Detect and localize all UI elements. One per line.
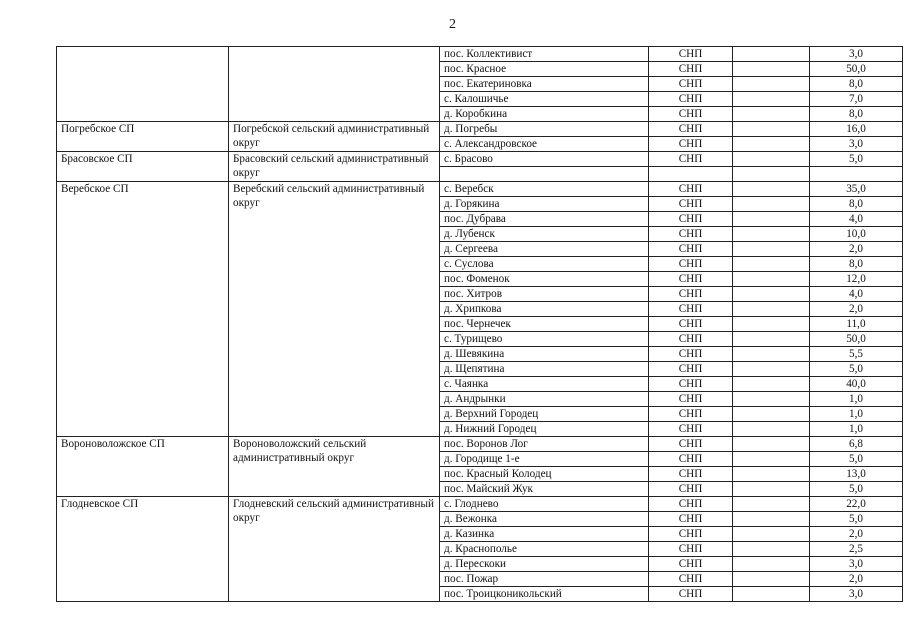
value-cell: 10,0	[810, 227, 903, 242]
category-cell: СНП	[649, 137, 733, 152]
category-cell: СНП	[649, 587, 733, 602]
value-cell: 11,0	[810, 317, 903, 332]
category-cell: СНП	[649, 152, 733, 167]
settlement-name-cell: д. Хрипкова	[440, 302, 649, 317]
settlement-name-cell: д. Городище 1-е	[440, 452, 649, 467]
category-cell: СНП	[649, 62, 733, 77]
blank-cell	[733, 302, 810, 317]
value-cell: 4,0	[810, 212, 903, 227]
category-cell: СНП	[649, 242, 733, 257]
category-cell: СНП	[649, 377, 733, 392]
settlement-name-cell: д. Казинка	[440, 527, 649, 542]
settlement-name-cell: с. Брасово	[440, 152, 649, 167]
value-cell: 8,0	[810, 107, 903, 122]
okrug-name-cell: Брасовский сельский административный округ	[229, 152, 440, 182]
settlement-name-cell: пос. Красное	[440, 62, 649, 77]
value-cell: 5,0	[810, 152, 903, 167]
blank-cell	[733, 407, 810, 422]
category-cell: СНП	[649, 257, 733, 272]
category-cell: СНП	[649, 572, 733, 587]
table-row	[57, 437, 903, 452]
settlement-name-cell: д. Перескоки	[440, 557, 649, 572]
category-cell: СНП	[649, 182, 733, 197]
value-cell: 40,0	[810, 377, 903, 392]
value-cell: 3,0	[810, 587, 903, 602]
value-cell: 2,0	[810, 572, 903, 587]
blank-cell	[733, 47, 810, 62]
category-cell: СНП	[649, 392, 733, 407]
okrug-name-cell: Погребской сельский административный округ	[229, 122, 440, 152]
blank-cell	[733, 317, 810, 332]
value-cell: 2,0	[810, 302, 903, 317]
value-cell: 3,0	[810, 557, 903, 572]
blank-cell	[733, 557, 810, 572]
category-cell: СНП	[649, 452, 733, 467]
value-cell: 35,0	[810, 182, 903, 197]
value-cell: 3,0	[810, 47, 903, 62]
value-cell: 50,0	[810, 62, 903, 77]
category-cell: СНП	[649, 347, 733, 362]
settlement-name-cell: пос. Коллективист	[440, 47, 649, 62]
settlement-name-cell: д. Верхний Городец	[440, 407, 649, 422]
blank-cell	[733, 92, 810, 107]
value-cell: 12,0	[810, 272, 903, 287]
blank-cell	[733, 62, 810, 77]
settlement-name-cell: пос. Хитров	[440, 287, 649, 302]
settlement-name-cell: д. Андрынки	[440, 392, 649, 407]
settlement-name-cell: с. Веребск	[440, 182, 649, 197]
value-cell: 13,0	[810, 467, 903, 482]
category-cell: СНП	[649, 512, 733, 527]
category-cell: СНП	[649, 557, 733, 572]
settlement-name-cell: д. Горякина	[440, 197, 649, 212]
okrug-name-cell: Вороноволожский сельский административный округ	[229, 437, 440, 497]
blank-cell	[733, 572, 810, 587]
value-cell: 1,0	[810, 407, 903, 422]
blank-cell	[733, 197, 810, 212]
value-cell: 5,5	[810, 347, 903, 362]
settlement-name-cell: пос. Пожар	[440, 572, 649, 587]
settlement-name-cell: пос. Воронов Лог	[440, 437, 649, 452]
table-row	[57, 152, 903, 167]
settlement-name-cell: с. Александровское	[440, 137, 649, 152]
page-number: 2	[449, 17, 456, 32]
category-cell: СНП	[649, 197, 733, 212]
settlement-name-cell: д. Щепятина	[440, 362, 649, 377]
category-cell: СНП	[649, 467, 733, 482]
blank-cell	[733, 347, 810, 362]
settlement-name-cell: пос. Майский Жук	[440, 482, 649, 497]
blank-cell	[733, 137, 810, 152]
category-cell: СНП	[649, 497, 733, 512]
value-cell: 22,0	[810, 497, 903, 512]
table-row	[57, 182, 903, 197]
blank-cell	[733, 377, 810, 392]
value-cell: 8,0	[810, 257, 903, 272]
value-cell: 50,0	[810, 332, 903, 347]
blank-cell	[733, 167, 810, 182]
category-cell: СНП	[649, 542, 733, 557]
settlement-name-cell: пос. Чернечек	[440, 317, 649, 332]
settlement-name-cell: с. Турищево	[440, 332, 649, 347]
blank-cell	[733, 527, 810, 542]
blank-cell	[733, 122, 810, 137]
category-cell: СНП	[649, 272, 733, 287]
value-cell: 1,0	[810, 392, 903, 407]
category-cell: СНП	[649, 422, 733, 437]
category-cell: СНП	[649, 212, 733, 227]
settlement-name-cell: д. Сергеева	[440, 242, 649, 257]
value-cell: 5,0	[810, 482, 903, 497]
category-cell: СНП	[649, 227, 733, 242]
settlement-name-cell: д. Шевякина	[440, 347, 649, 362]
blank-cell	[733, 332, 810, 347]
settlement-name-cell: д. Лубенск	[440, 227, 649, 242]
sp-name-cell: Глодневское СП	[57, 497, 229, 602]
settlement-name-cell: с. Глоднево	[440, 497, 649, 512]
blank-cell	[733, 587, 810, 602]
category-cell: СНП	[649, 407, 733, 422]
value-cell: 5,0	[810, 452, 903, 467]
category-cell: СНП	[649, 362, 733, 377]
blank-cell	[733, 542, 810, 557]
blank-cell	[733, 107, 810, 122]
okrug-name-cell	[229, 47, 440, 122]
settlements-table	[56, 46, 903, 602]
category-cell	[649, 167, 733, 182]
blank-cell	[733, 482, 810, 497]
settlement-name-cell: с. Калошичье	[440, 92, 649, 107]
settlement-name-cell: пос. Фоменок	[440, 272, 649, 287]
table-row	[57, 122, 903, 137]
blank-cell	[733, 272, 810, 287]
okrug-name-cell: Глодневский сельский административный округ	[229, 497, 440, 602]
blank-cell	[733, 467, 810, 482]
value-cell: 1,0	[810, 422, 903, 437]
category-cell: СНП	[649, 332, 733, 347]
settlement-name-cell: пос. Троицконикольский	[440, 587, 649, 602]
value-cell: 4,0	[810, 287, 903, 302]
settlement-name-cell: с. Чаянка	[440, 377, 649, 392]
category-cell: СНП	[649, 482, 733, 497]
sp-name-cell: Брасовское СП	[57, 152, 229, 182]
blank-cell	[733, 77, 810, 92]
value-cell: 5,0	[810, 512, 903, 527]
value-cell: 7,0	[810, 92, 903, 107]
settlement-name-cell: д. Краснополье	[440, 542, 649, 557]
settlement-name-cell: д. Вежонка	[440, 512, 649, 527]
value-cell: 8,0	[810, 197, 903, 212]
blank-cell	[733, 392, 810, 407]
value-cell: 2,0	[810, 527, 903, 542]
table-row	[57, 47, 903, 62]
blank-cell	[733, 182, 810, 197]
settlement-name-cell: пос. Дубрава	[440, 212, 649, 227]
value-cell: 2,5	[810, 542, 903, 557]
blank-cell	[733, 497, 810, 512]
settlements-table-body	[57, 47, 903, 602]
settlement-name-cell: с. Суслова	[440, 257, 649, 272]
sp-name-cell	[57, 47, 229, 122]
blank-cell	[733, 227, 810, 242]
settlement-name-cell	[440, 167, 649, 182]
blank-cell	[733, 257, 810, 272]
value-cell: 2,0	[810, 242, 903, 257]
category-cell: СНП	[649, 92, 733, 107]
blank-cell	[733, 287, 810, 302]
category-cell: СНП	[649, 437, 733, 452]
blank-cell	[733, 152, 810, 167]
settlement-name-cell: пос. Екатериновка	[440, 77, 649, 92]
settlement-name-cell: пос. Красный Колодец	[440, 467, 649, 482]
category-cell: СНП	[649, 317, 733, 332]
sp-name-cell: Веребское СП	[57, 182, 229, 437]
blank-cell	[733, 212, 810, 227]
category-cell: СНП	[649, 47, 733, 62]
category-cell: СНП	[649, 107, 733, 122]
settlement-name-cell: д. Нижний Городец	[440, 422, 649, 437]
category-cell: СНП	[649, 287, 733, 302]
value-cell: 8,0	[810, 77, 903, 92]
sp-name-cell: Погребское СП	[57, 122, 229, 152]
value-cell	[810, 167, 903, 182]
table-row	[57, 497, 903, 512]
blank-cell	[733, 422, 810, 437]
blank-cell	[733, 242, 810, 257]
value-cell: 5,0	[810, 362, 903, 377]
blank-cell	[733, 452, 810, 467]
value-cell: 6,8	[810, 437, 903, 452]
blank-cell	[733, 362, 810, 377]
blank-cell	[733, 437, 810, 452]
settlement-name-cell: д. Погребы	[440, 122, 649, 137]
settlement-name-cell: д. Коробкина	[440, 107, 649, 122]
category-cell: СНП	[649, 527, 733, 542]
blank-cell	[733, 512, 810, 527]
value-cell: 3,0	[810, 137, 903, 152]
category-cell: СНП	[649, 77, 733, 92]
okrug-name-cell: Веребский сельский административный округ	[229, 182, 440, 437]
value-cell: 16,0	[810, 122, 903, 137]
category-cell: СНП	[649, 302, 733, 317]
category-cell: СНП	[649, 122, 733, 137]
sp-name-cell: Вороноволожское СП	[57, 437, 229, 497]
